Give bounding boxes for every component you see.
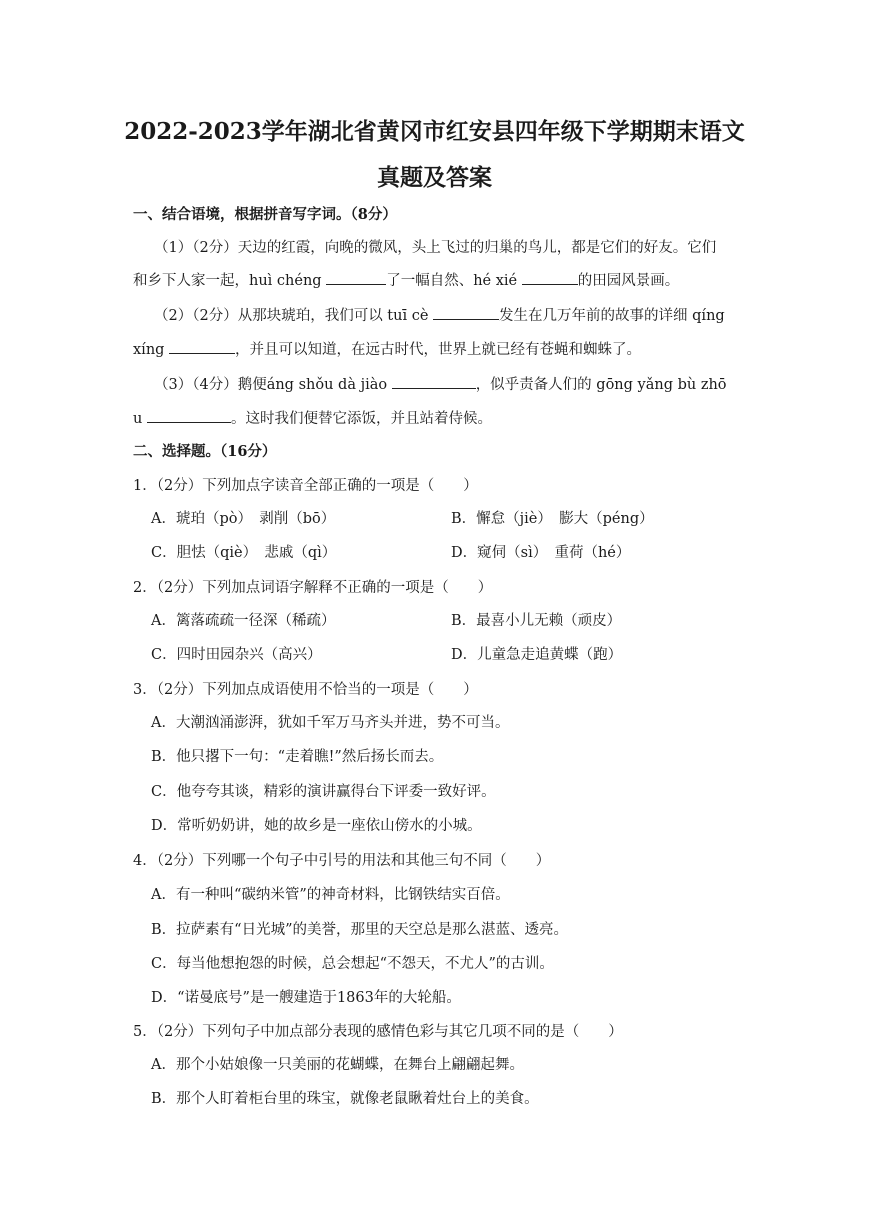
q2-stem: 2．（2分）下列加点词语字解释不正确的一项是（ ）: [133, 580, 493, 596]
q5-option-b[interactable]: B．那个人盯着柜台里的珠宝，就像老鼠瞅着灶台上的美食。: [151, 1091, 539, 1107]
answer-blank[interactable]: [147, 408, 231, 423]
answer-blank[interactable]: [433, 305, 499, 320]
s1-q2-text4: ，并且可以知道，在远古时代，世界上就已经有苍蝇和蜘蛛了。: [235, 342, 642, 358]
q4-option-d[interactable]: D．“诺曼底号”是一艘建造于1863年的大轮船。: [151, 990, 461, 1006]
answer-blank[interactable]: [326, 270, 386, 285]
q5-option-a[interactable]: A．那个小姑娘像一只美丽的花蝴蝶，在舞台上翩翩起舞。: [151, 1057, 524, 1073]
s1-q3-line1: [154, 374, 727, 396]
s1-q1-text2: 了一幅自然、hé xié: [386, 273, 522, 289]
s1-q2-text3: xíng: [133, 342, 170, 358]
answer-blank[interactable]: [392, 374, 476, 389]
section-1-heading: 一、结合语境，根据拼音写字词。（8分）: [133, 206, 397, 223]
q2-option-d[interactable]: D．儿童急走追黄蝶（跑）: [451, 647, 623, 663]
q3-option-a[interactable]: A．大潮汹涌澎湃，犹如千军万马齐头并进，势不可当。: [151, 715, 510, 731]
s1-q2-text1: （2）（2分）从那块琥珀，我们可以 tuī cè: [154, 308, 434, 324]
q2-option-a[interactable]: A．篱落疏疏一径深（稀疏）: [151, 613, 336, 629]
s1-q3-text1: （3）（4分）鹅便áng shǒu dà jiào: [154, 377, 392, 393]
s1-q1-text1: 和乡下人家一起，huì chéng: [133, 273, 327, 289]
q1-stem: 1．（2分）下列加点字读音全部正确的一项是（ ）: [133, 478, 478, 494]
q1-option-b[interactable]: B．懈怠（jiè） 膨大（péng）: [451, 511, 654, 527]
answer-blank[interactable]: [169, 339, 235, 354]
answer-blank[interactable]: [522, 270, 578, 285]
s1-q2-line2: [133, 339, 641, 361]
q5-stem: 5．（2分）下列句子中加点部分表现的感情色彩与其它几项不同的是（ ）: [133, 1024, 623, 1040]
s1-q1-text3: 的田园风景画。: [577, 273, 680, 289]
q4-option-b[interactable]: B．拉萨素有“日光城”的美誉，那里的天空总是那么湛蓝、透亮。: [151, 922, 568, 938]
s1-q1-line2: [133, 270, 679, 292]
section-2-heading: 二、选择题。（16分）: [133, 443, 277, 460]
page-title-line1: 2022-2023学年湖北省黄冈市红安县四年级下学期期末语文: [124, 118, 745, 145]
q1-option-a[interactable]: A．琥珀（pò） 剥削（bō）: [151, 511, 336, 527]
q4-option-c[interactable]: C．每当他想抱怨的时候，总会想起“不怨天，不尤人”的古训。: [151, 956, 554, 972]
q2-option-b[interactable]: B．最喜小儿无赖（顽皮）: [451, 613, 622, 629]
q3-option-c[interactable]: C．他夸夸其谈，精彩的演讲赢得台下评委一致好评。: [151, 784, 496, 800]
s1-q2-text2: 发生在几万年前的故事的详细 qíng: [499, 308, 725, 324]
q4-option-a[interactable]: A．有一种叫“碳纳米管”的神奇材料，比钢铁结实百倍。: [151, 887, 510, 903]
q3-stem: 3．（2分）下列加点成语使用不恰当的一项是（ ）: [133, 682, 478, 698]
page-title-line2: 真题及答案: [377, 164, 492, 191]
s1-q3-text2: ，似乎责备人们的 gōng yǎng bù zhō: [475, 377, 727, 393]
q3-option-b[interactable]: B．他只撂下一句：“走着瞧!”然后扬长而去。: [151, 749, 444, 765]
q4-stem: 4．（2分）下列哪一个句子中引号的用法和其他三句不同（ ）: [133, 853, 551, 869]
q1-option-d[interactable]: D．窥伺（sì） 重荷（hé）: [451, 545, 631, 561]
q3-option-d[interactable]: D．常听奶奶讲，她的故乡是一座依山傍水的小城。: [151, 818, 482, 834]
q1-option-c[interactable]: C．胆怯（qiè） 悲戚（qì）: [151, 545, 337, 561]
s1-q3-text3: u: [133, 411, 147, 427]
s1-q2-line1: [154, 305, 725, 327]
q2-option-c[interactable]: C．四时田园杂兴（高兴）: [151, 647, 322, 663]
s1-q3-line2: [133, 408, 492, 430]
s1-q3-text4: 。这时我们便替它添饭，并且站着侍候。: [230, 411, 492, 427]
s1-q1-line1: （1）（2分）天边的红霞，向晚的微风，头上飞过的归巢的鸟儿，都是它们的好友。它们: [154, 240, 717, 256]
